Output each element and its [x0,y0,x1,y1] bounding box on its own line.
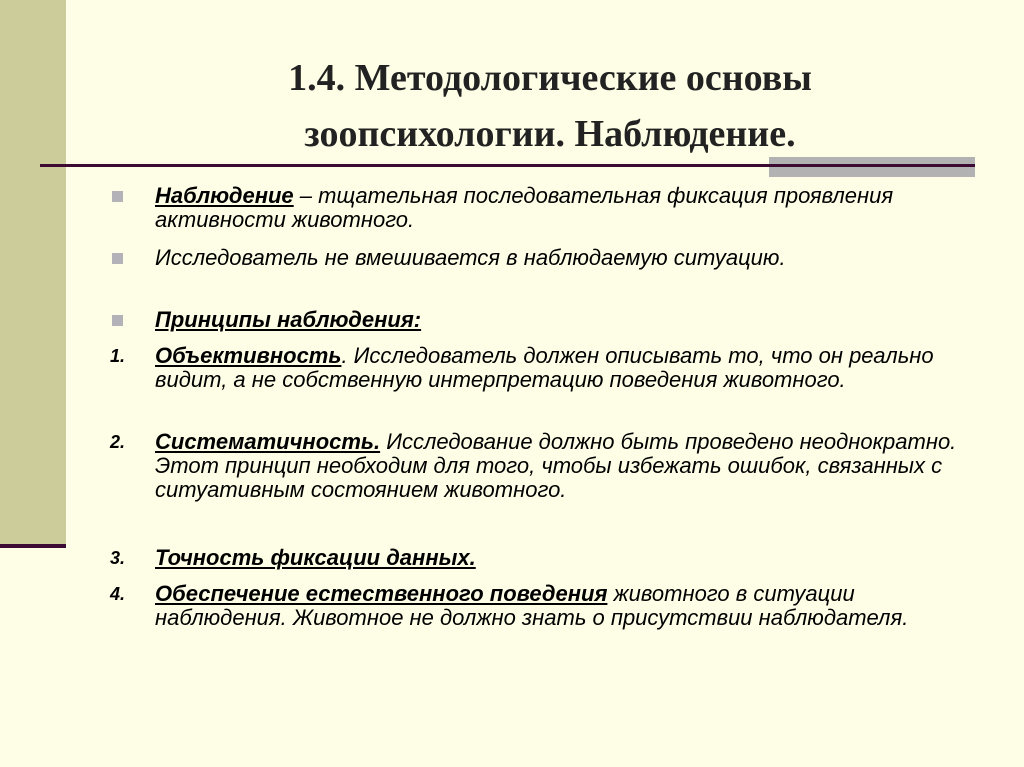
item-text: Исследование должно быть проведено неоднократно. Этот принцип необходим для того, чтобы избежать ошибок, связанных с ситуативным состоянием животного. [155,429,957,502]
numbered-item [110,429,975,502]
square-bullet-icon [112,191,123,202]
slide-title [120,50,980,162]
decorative-left-line [0,544,66,548]
bullet-item [155,184,955,232]
item-number: 4. [110,584,126,604]
title-line-1: 1.4. Методологические основы [288,57,812,99]
item-text: – тщательная последовательная фиксация проявления активности животного. [155,183,894,232]
decorative-gray-block [769,157,975,177]
item-term: Наблюдение [155,183,294,208]
item-term: Объективность [155,343,342,368]
numbered-item [110,343,965,392]
bullet-item [155,308,985,332]
item-term: Обеспечение естественного поведения [155,581,608,606]
item-number: 3. [110,548,126,568]
title-divider [40,164,975,167]
item-term: Точность фиксации данных. [155,545,476,570]
item-text: животного в ситуации наблюдения. Животное не должно знать о присутствии наблюдателя. [155,581,909,630]
square-bullet-icon [112,315,123,326]
numbered-item [110,581,935,630]
numbered-item [110,545,985,570]
title-line-2: зоопсихологии. Наблюдение. [304,113,796,155]
bullet-item [155,246,855,270]
item-number: 2. [110,432,126,452]
decorative-left-bar [0,0,66,544]
item-term: Систематичность. [155,429,381,454]
square-bullet-icon [112,253,123,264]
item-text: . Исследователь должен описывать то, что он реально видит, а не собственную интерпретацию поведения животного. [155,343,934,392]
item-number: 1. [110,346,126,366]
item-text: Исследователь не вмешивается в наблюдаемую ситуацию. [155,245,786,270]
item-term: Принципы наблюдения: [155,307,422,332]
